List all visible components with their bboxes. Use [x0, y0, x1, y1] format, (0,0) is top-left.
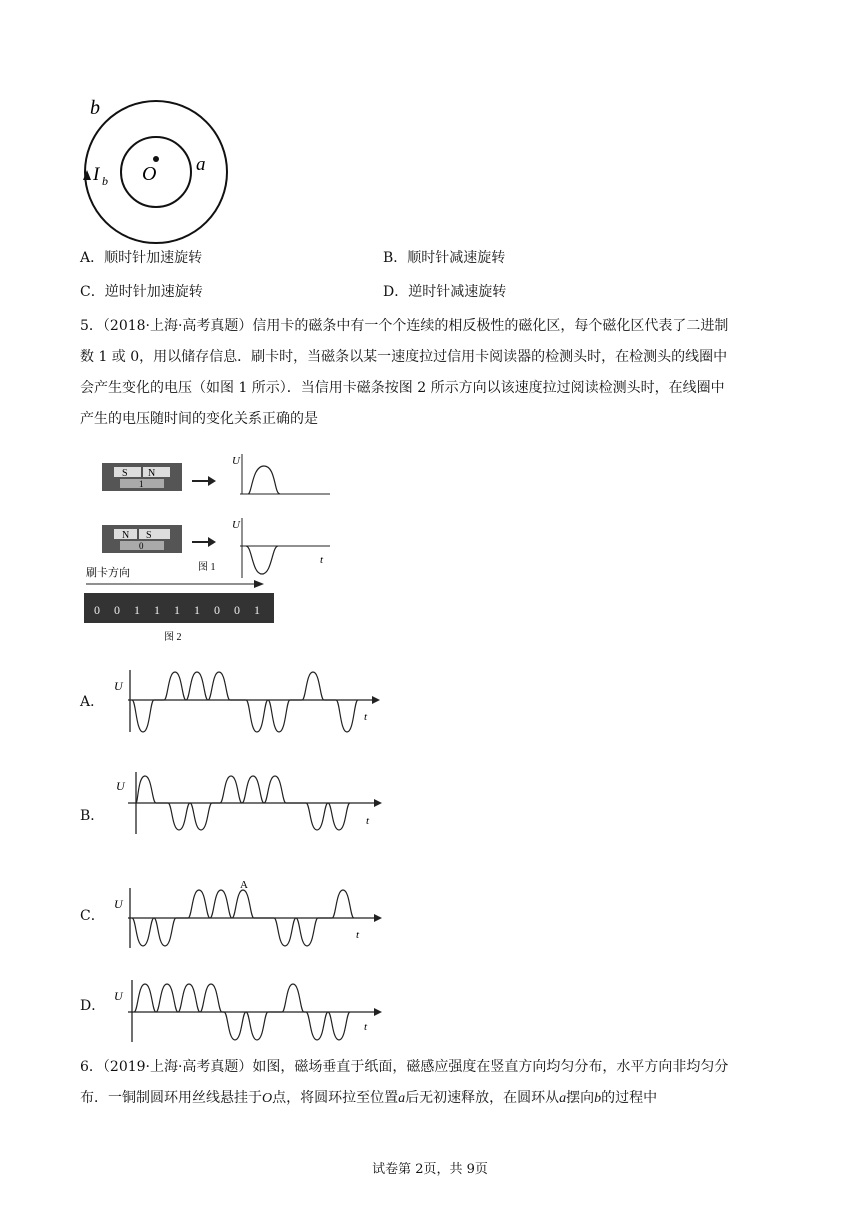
waveform [132, 672, 358, 732]
q4-option-c[interactable]: C．逆时针加速旋转 [80, 284, 203, 300]
center-dot [153, 156, 159, 162]
svg-text:t: t [366, 815, 370, 827]
svg-text:0: 0 [214, 603, 220, 617]
var-b: b [594, 1091, 602, 1106]
label-a: a [196, 154, 206, 175]
q5-figure [80, 448, 324, 648]
label-I-sub: b [102, 174, 108, 188]
stripe-1-n: N [148, 468, 156, 479]
svg-text:U: U [232, 455, 240, 467]
label-I: I [93, 164, 100, 185]
q5-option-a-graph[interactable] [110, 662, 390, 742]
svg-text:0: 0 [234, 603, 240, 617]
q5-line: 数 1 或 0，用以储存信息．刷卡时，当磁条以某一速度拉过信用卡阅读器的检测头时，在检测头的线圈中 [80, 349, 728, 365]
swipe-arrow-icon [254, 580, 264, 588]
q4-option-b[interactable]: B．顺时针减速旋转 [383, 250, 506, 266]
page-footer: 试卷第 2页，共 9页 [372, 1162, 488, 1177]
svg-text:U: U [232, 519, 240, 531]
stripe-1-s: S [122, 468, 128, 479]
svg-text:U: U [114, 897, 123, 911]
svg-text:1: 1 [174, 603, 180, 617]
q5-option-b-label[interactable]: B． [80, 808, 105, 824]
svg-text:0: 0 [94, 603, 100, 617]
q5-line: 5．（2018·上海·高考真题）信用卡的磁条中有一个个连续的相反极性的磁化区，每个磁化区代表了二进制 [80, 318, 729, 334]
q6-stem [80, 1052, 780, 1114]
svg-text:1: 1 [194, 603, 200, 617]
q6-line-2: 布．一铜制圆环用丝线悬挂于O点，将圆环拉至位置a后无初速释放，在圆环从a摆向b的过程中 [80, 1090, 658, 1106]
q5-option-c-label[interactable]: C． [80, 908, 105, 924]
pulse-down [246, 546, 278, 574]
svg-text:0: 0 [114, 603, 120, 617]
label-b: b [90, 97, 100, 119]
pulse-up [248, 466, 280, 494]
q5-line: 产生的电压随时间的变化关系正确的是 [80, 411, 318, 427]
var-a: a [398, 1091, 406, 1106]
svg-text:1: 1 [154, 603, 160, 617]
q5-stem [80, 311, 780, 435]
svg-text:U: U [114, 679, 123, 693]
rings-figure [78, 92, 238, 244]
arrow-icon [192, 537, 216, 547]
svg-text:1: 1 [254, 603, 260, 617]
svg-text:U: U [116, 779, 125, 793]
stripe-1-bit: 1 [139, 479, 144, 489]
q5-option-c-graph[interactable] [110, 872, 390, 952]
label-O: O [142, 163, 157, 185]
svg-text:t: t [356, 929, 360, 941]
stripe-0-n: N [122, 530, 130, 541]
mark-a: A [240, 879, 248, 891]
svg-text:t: t [364, 1021, 368, 1033]
fig2-caption: 图 2 [164, 632, 182, 643]
q5-option-a-label[interactable]: A． [80, 694, 105, 710]
stripe-0-bit: 0 [139, 541, 144, 551]
q4-option-d[interactable]: D．逆时针减速旋转 [383, 284, 507, 300]
stripe-0-s: S [146, 530, 152, 541]
swipe-label: 刷卡方向 [86, 567, 130, 579]
fig1-caption: 图 1 [198, 562, 216, 573]
var-a2: a [559, 1091, 567, 1106]
svg-text:t: t [320, 554, 324, 566]
q5-option-d-label[interactable]: D． [80, 998, 106, 1014]
q6-line-1: 6．（2019·上海·高考真题）如图，磁场垂直于纸面，磁感应强度在竖直方向均匀分布，水平方向非均匀分 [80, 1059, 729, 1075]
q5-option-b-graph[interactable] [110, 770, 390, 836]
var-O: O [262, 1091, 273, 1106]
q4-option-a[interactable]: A．顺时针加速旋转 [80, 250, 203, 266]
svg-text:t: t [364, 711, 368, 723]
q5-option-d-graph[interactable] [110, 972, 390, 1044]
q5-line: 会产生变化的电压（如图 1 所示）．当信用卡磁条按图 2 所示方向以该速度拉过阅读检测头时，在线圈中 [80, 380, 725, 396]
arrow-icon [192, 476, 216, 486]
svg-text:1: 1 [134, 603, 140, 617]
svg-text:U: U [114, 989, 123, 1003]
